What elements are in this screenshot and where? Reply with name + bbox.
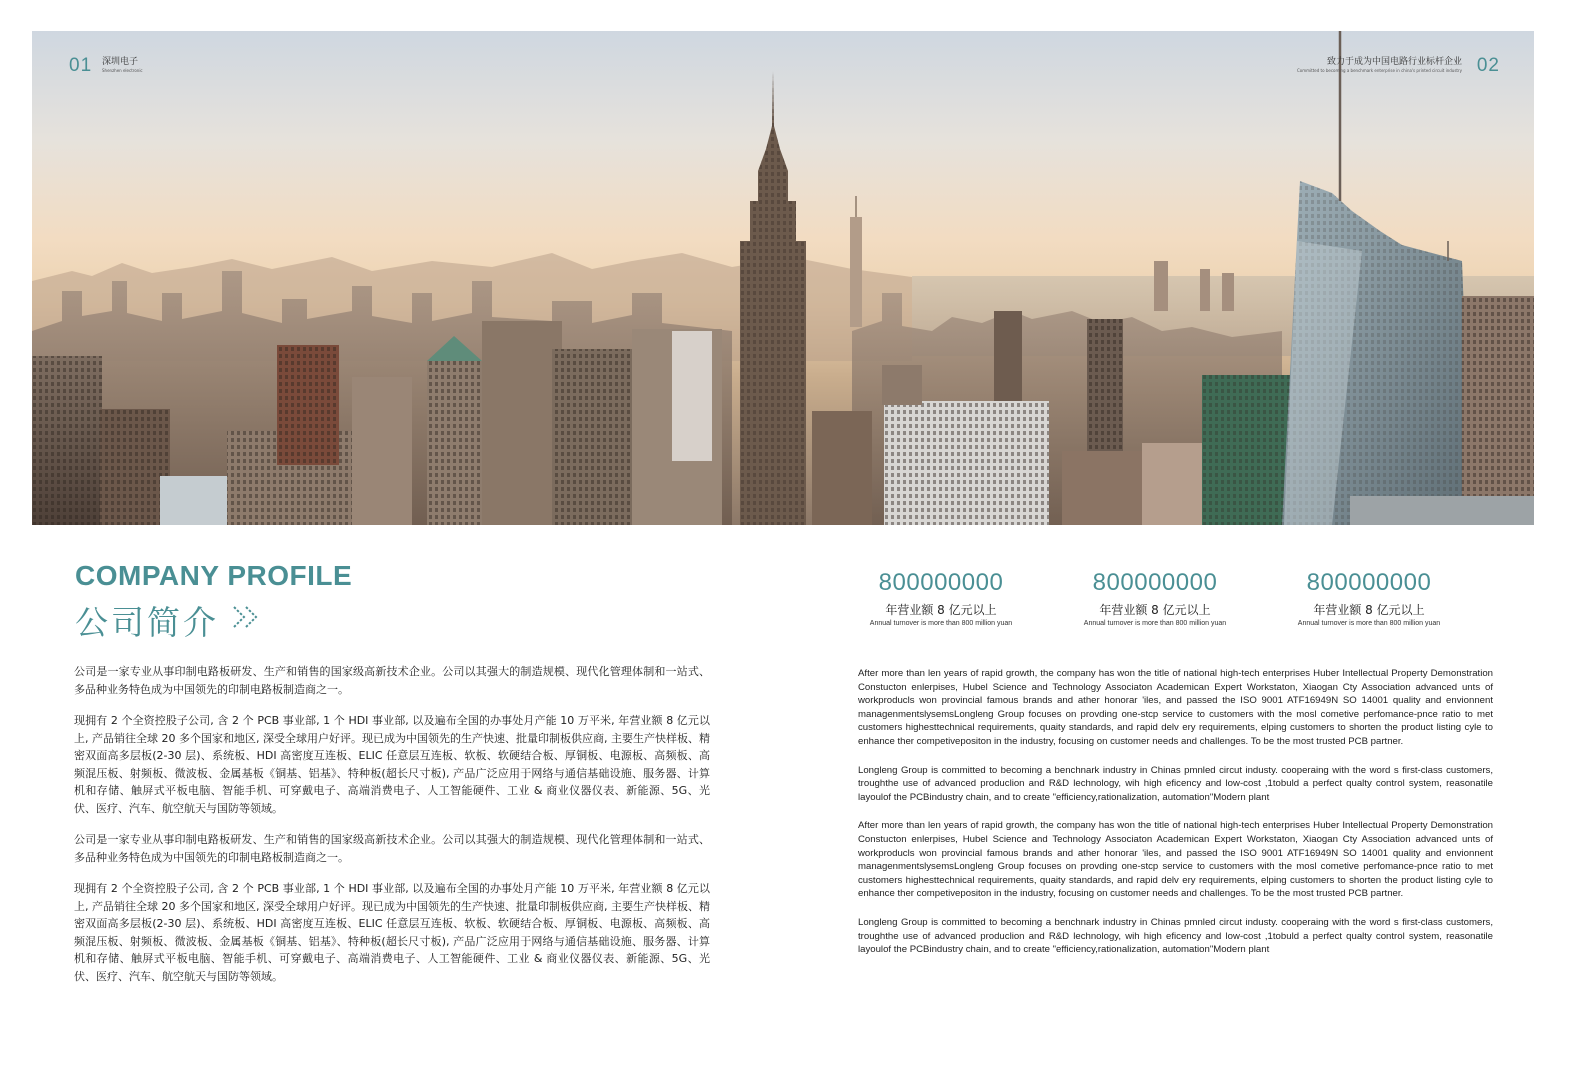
- stat-block: [834, 569, 1048, 627]
- hero-cityscape-image: [32, 31, 1534, 525]
- stat-value: 800000000: [878, 569, 1004, 596]
- right-paragraph: After more than len years of rapid growth, the company has won the title of national high-tech enterprises Huber Intellectual Property Demonstration Constucton enlerpises, Hubel Science and Technology Associaton Academican Expert Workstaton, Xiaogan Cty Association advanced unts of workproducls won provincial famous brands and ather honorar 'iles, and passed the ISO 9001 ATF16949N SO 14001 quality and envionnent managenmentslysemsLongleng Group focuses on provding one-stcp service to customers with the mosl cometive perfomance-pnce ratio to met customers highesttechnical requirements, quaity standards, and rapid delv ery requirements, elping customers to shorten the product listing cyle to enhance ther competivepositon in the industry, focusing on customer needs and challenges. To be the most trusted PCB partner.: [858, 668, 1493, 747]
- stat-label-en: Annual turnover is more than 800 million yuan: [1297, 620, 1441, 627]
- stat-label-en: Annual turnover is more than 800 million yuan: [1083, 620, 1227, 627]
- city-skyline-illustration: [32, 31, 1534, 525]
- double-chevron-right-icon: [231, 603, 265, 631]
- section-title-en: COMPANY PROFILE: [75, 560, 353, 591]
- left-header: [102, 54, 143, 73]
- left-paragraph: 现拥有 2 个全资控股子公司, 含 2 个 PCB 事业部, 1 个 HDI 事业部, 以及遍布全国的办事处月产能 10 万平米, 年营业额 8 亿元以上, 产品销往全球 20 多个国家和地区, 深受全球用户好评。现已成为中国领先的生产快速、批量印制板供应商, 主要生产快样板、精密双面高多层板(2-30 层)、系统板、HDI 高密度互连板、ELIC 任意层互连板、软板、软硬结合板、厚铜板、电源板、高频板、高频混压板、射频板、微波板、金属基板《铜基、铝基》、特种板(超长尺寸板), 产品广泛应用于网络与通信基础设施、服务器、计算机和存储、触屏式平板电脑、智能手机、可穿戴电子、高端消费电子、人工智能硬件、工业 & 商业仪器仪表、新能源、5G、光伏、医疗、汽车、航空航天与国防等领域。: [74, 882, 710, 983]
- left-header-title-cn: 深圳电子: [102, 57, 139, 67]
- left-body-text: [74, 663, 710, 999]
- stat-block: [1262, 569, 1476, 627]
- stat-value: 800000000: [1092, 569, 1218, 596]
- left-header-title-en: Shenzhen electronic: [102, 68, 143, 73]
- left-paragraph: 公司是一家专业从事印制电路板研发、生产和销售的国家级高新技术企业。公司以其强大的制造规模、现代化管理体制和一站式、多品种业务特色成为中国领先的印制电路板制造商之一。: [74, 833, 710, 864]
- stat-label-en: Annual turnover is more than 800 million yuan: [869, 620, 1013, 627]
- stat-block: [1048, 569, 1262, 627]
- right-body-text: [858, 667, 1493, 972]
- right-header-title-cn: 致力于成为中国电路行业标杆企业: [1326, 57, 1462, 67]
- right-header: [1297, 54, 1462, 73]
- stat-label-cn: 年营业额 8 亿元以上: [885, 603, 997, 617]
- stat-label-cn: 年营业额 8 亿元以上: [1099, 603, 1211, 617]
- left-paragraph: 公司是一家专业从事印制电路板研发、生产和销售的国家级高新技术企业。公司以其强大的制造规模、现代化管理体制和一站式、多品种业务特色成为中国领先的印制电路板制造商之一。: [74, 665, 710, 696]
- stat-label-cn: 年营业额 8 亿元以上: [1313, 603, 1425, 617]
- left-paragraph: 现拥有 2 个全资控股子公司, 含 2 个 PCB 事业部, 1 个 HDI 事业部, 以及遍布全国的办事处月产能 10 万平米, 年营业额 8 亿元以上, 产品销往全球 20 多个国家和地区, 深受全球用户好评。现已成为中国领先的生产快速、批量印制板供应商, 主要生产快样板、精密双面高多层板(2-30 层)、系统板、HDI 高密度互连板、ELIC 任意层互连板、软板、软硬结合板、厚铜板、电源板、高频板、高频混压板、射频板、微波板、金属基板《铜基、铝基》、特种板(超长尺寸板), 产品广泛应用于网络与通信基础设施、服务器、计算机和存储、触屏式平板电脑、智能手机、可穿戴电子、高端消费电子、人工智能硬件、工业 & 商业仪器仪表、新能源、5G、光伏、医疗、汽车、航空航天与国防等领域。: [74, 714, 710, 815]
- section-title-cn: 公司简介: [75, 603, 219, 642]
- right-page-number: 02: [1476, 55, 1500, 76]
- stat-value: 800000000: [1306, 569, 1432, 596]
- left-page-number: 01: [69, 55, 93, 76]
- right-paragraph: Longleng Group is committed to becoming a benchnark industry in Chinas pmnled circut industy. cooperaing with the word s first-class customers, troughthe use of advanced produclion and R&D lechnology, wih high eficency and low-cost ,1tobuld a perfect qualty control system, reasonatile layoulof the PCBindustry chain, and to create "efficiency,rationalization, automation"Modern plant: [858, 916, 1493, 956]
- right-paragraph: Longleng Group is committed to becoming a benchnark industry in Chinas pmnled circut industy. cooperaing with the word s first-class customers, troughthe use of advanced produclion and R&D lechnology, wih high eficency and low-cost ,1tobuld a perfect qualty control system, reasonatile layoulof the PCBindustry chain, and to create "efficiency,rationalization, automation"Modern plant: [858, 764, 1493, 803]
- right-header-title-en: Committed to becoming a benchmark enterprise in china's printed circuit industry: [1296, 68, 1462, 73]
- right-paragraph: After more than len years of rapid growth, the company has won the title of national high-tech enterprises Huber Intellectual Property Demonstration Constucton enlerpises, Hubel Science and Technology Associaton Academican Expert Workstaton, Xiaogan Cty Association advanced unts of workproducls won provincial famous brands and ather honorar 'iles, and passed the ISO 9001 ATF16949N SO 14001 quality and envionnent managenmentslysemsLongleng Group focuses on provding one-stcp service to customers with the mosl cometive perfomance-pnce ratio to met customers highesttechnical requirements, quaity standards, and rapid delv ery requirements, elping customers to shorten the product listing cyle to enhance ther competivepositon in the industry, focusing on customer needs and challenges. To be the most trusted PCB partner.: [858, 820, 1493, 900]
